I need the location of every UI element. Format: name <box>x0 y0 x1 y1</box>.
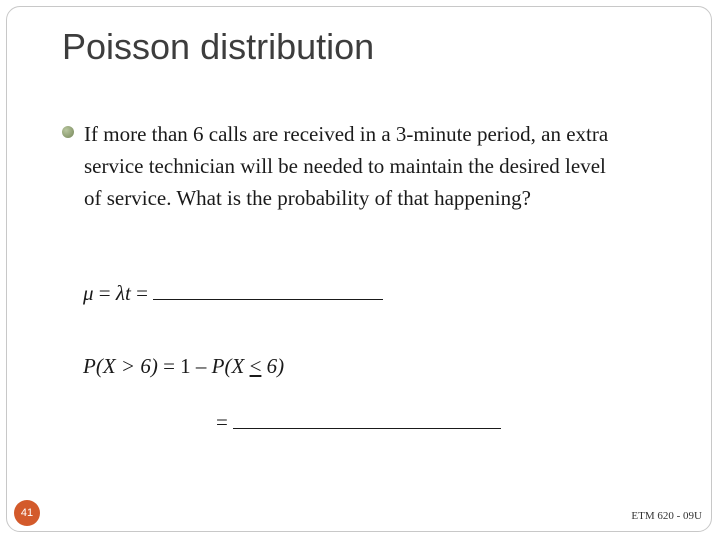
equals-sign: = <box>93 281 116 305</box>
answer-blank <box>153 295 383 300</box>
lambda-t: λt <box>115 281 131 305</box>
equals-sign: = <box>130 281 154 305</box>
second-equation <box>216 410 501 435</box>
bullet-text: If more than 6 calls are received in a 3-minute period, an extra service technician will be needed to maintain the desired level of service. What is the probability of that happening? <box>84 122 609 210</box>
probability-lhs: P(X > 6) <box>83 354 158 378</box>
slide-number-badge: 41 <box>14 500 40 526</box>
probability-rhs-start: P(X <box>211 354 250 378</box>
slide-frame <box>6 6 712 532</box>
probability-rhs-end: 6) <box>261 354 285 378</box>
probability-middle: = 1 – <box>157 354 212 378</box>
footer-course-label: ETM 620 - 09U <box>631 510 702 522</box>
bullet-item <box>62 118 622 214</box>
mu-equation <box>83 281 383 306</box>
equals-sign: = <box>216 410 234 434</box>
less-equal-symbol: < <box>249 354 262 378</box>
mu-symbol: μ <box>83 281 94 305</box>
probability-equation <box>83 354 284 379</box>
slide-title: Poisson distribution <box>62 26 375 67</box>
answer-blank <box>233 424 501 429</box>
bullet-dot-icon <box>62 126 74 138</box>
